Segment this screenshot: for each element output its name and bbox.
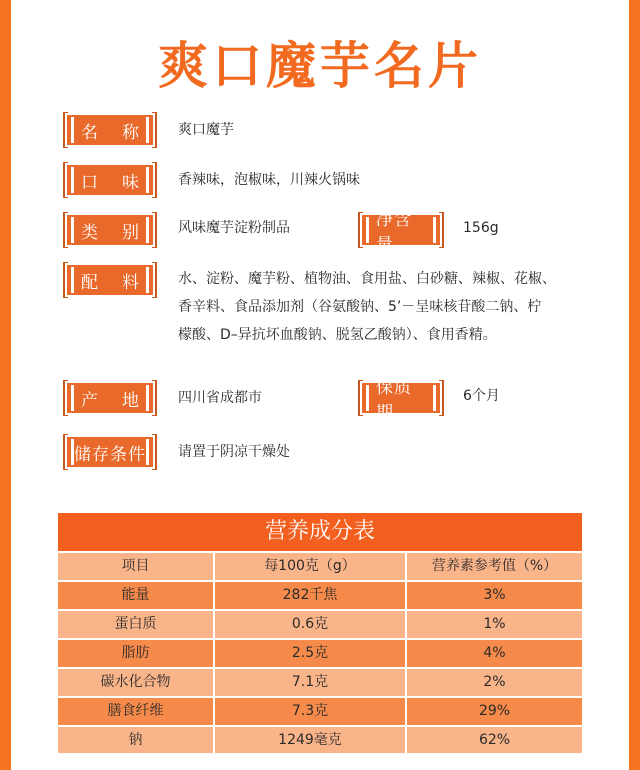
value-origin: 四川省成都市 xyxy=(178,390,262,406)
label-name xyxy=(67,115,153,145)
row-per-100g: 2.5克 xyxy=(291,645,329,661)
nutrition-table xyxy=(58,513,582,753)
nutrition-row xyxy=(58,727,582,753)
row-nrv: 2% xyxy=(483,674,506,690)
row-item: 碳水化合物 xyxy=(100,674,171,690)
row-item: 脂肪 xyxy=(121,645,150,661)
row-item: 钠 xyxy=(128,732,143,748)
label-origin-char1: 产 xyxy=(81,390,98,411)
nutrition-row xyxy=(58,669,582,696)
nutrition-row xyxy=(58,582,582,609)
page-title: 爽口魔芋名片 xyxy=(158,36,482,95)
row-item: 膳食纤维 xyxy=(107,703,164,719)
value-net-weight: 156g xyxy=(463,220,499,236)
label-taste xyxy=(67,165,153,195)
row-per-100g: 282千焦 xyxy=(282,587,338,603)
row-item: 蛋白质 xyxy=(114,616,157,632)
frame-right-border xyxy=(629,0,640,770)
row-per-100g: 7.3克 xyxy=(291,703,329,719)
label-origin-char2: 地 xyxy=(122,390,139,411)
value-storage: 请置于阴凉干燥处 xyxy=(178,444,290,460)
label-net-weight-text: 净含量 xyxy=(376,210,412,255)
row-nrv: 29% xyxy=(478,703,511,719)
label-storage-text: 储存条件 xyxy=(74,444,146,465)
label-shelf-life xyxy=(362,378,440,423)
label-taste-char1: 口 xyxy=(81,172,98,193)
nutrition-row xyxy=(58,611,582,638)
value-category: 风味魔芋淀粉制品 xyxy=(178,220,290,236)
row-nrv: 3% xyxy=(483,587,506,603)
label-category xyxy=(67,215,153,245)
label-shelf-life-text: 保质期 xyxy=(376,378,412,423)
value-shelf-life: 6个月 xyxy=(463,388,500,404)
value-ingredients-line1: 水、淀粉、魔芋粉、植物油、食用盐、白砂糖、辣椒、花椒、 xyxy=(178,271,556,287)
label-net-weight xyxy=(362,210,440,255)
row-per-100g: 7.1克 xyxy=(291,674,329,690)
row-per-100g: 1249毫克 xyxy=(278,732,342,748)
row-nrv: 4% xyxy=(483,645,506,661)
row-per-100g: 0.6克 xyxy=(291,616,329,632)
row-nrv: 62% xyxy=(478,732,511,748)
label-ingredients xyxy=(67,265,153,295)
value-name: 爽口魔芋 xyxy=(178,122,234,138)
header-item: 项目 xyxy=(121,558,150,574)
nutrition-table-title: 营养成分表 xyxy=(58,513,582,551)
label-category-char1: 类 xyxy=(81,222,98,243)
row-item: 能量 xyxy=(121,587,150,603)
header-per-100g: 每100克（g） xyxy=(264,558,356,574)
nutrition-header-row xyxy=(58,553,582,580)
label-name-char2: 称 xyxy=(122,122,139,143)
label-category-char2: 别 xyxy=(122,222,139,243)
label-origin xyxy=(67,383,153,413)
value-ingredients-line2: 香辛料、食品添加剂（谷氨酸钠、5’－呈味核苷酸二钠、柠 xyxy=(178,299,542,315)
header-nrv: 营养素参考值（%） xyxy=(431,558,558,574)
label-storage xyxy=(67,437,153,467)
value-taste: 香辣味，泡椒味，川辣火锅味 xyxy=(178,172,360,188)
nutrition-row xyxy=(58,640,582,667)
label-name-char1: 名 xyxy=(81,122,98,143)
label-ingredients-char1: 配 xyxy=(81,272,98,293)
row-nrv: 1% xyxy=(483,616,506,632)
value-ingredients-line3: 檬酸、D–异抗坏血酸钠、脱氢乙酸钠）、食用香精。 xyxy=(178,327,497,343)
label-taste-char2: 味 xyxy=(122,172,139,193)
frame-left-border xyxy=(0,0,11,770)
label-ingredients-char2: 料 xyxy=(122,272,139,293)
nutrition-row xyxy=(58,698,582,725)
